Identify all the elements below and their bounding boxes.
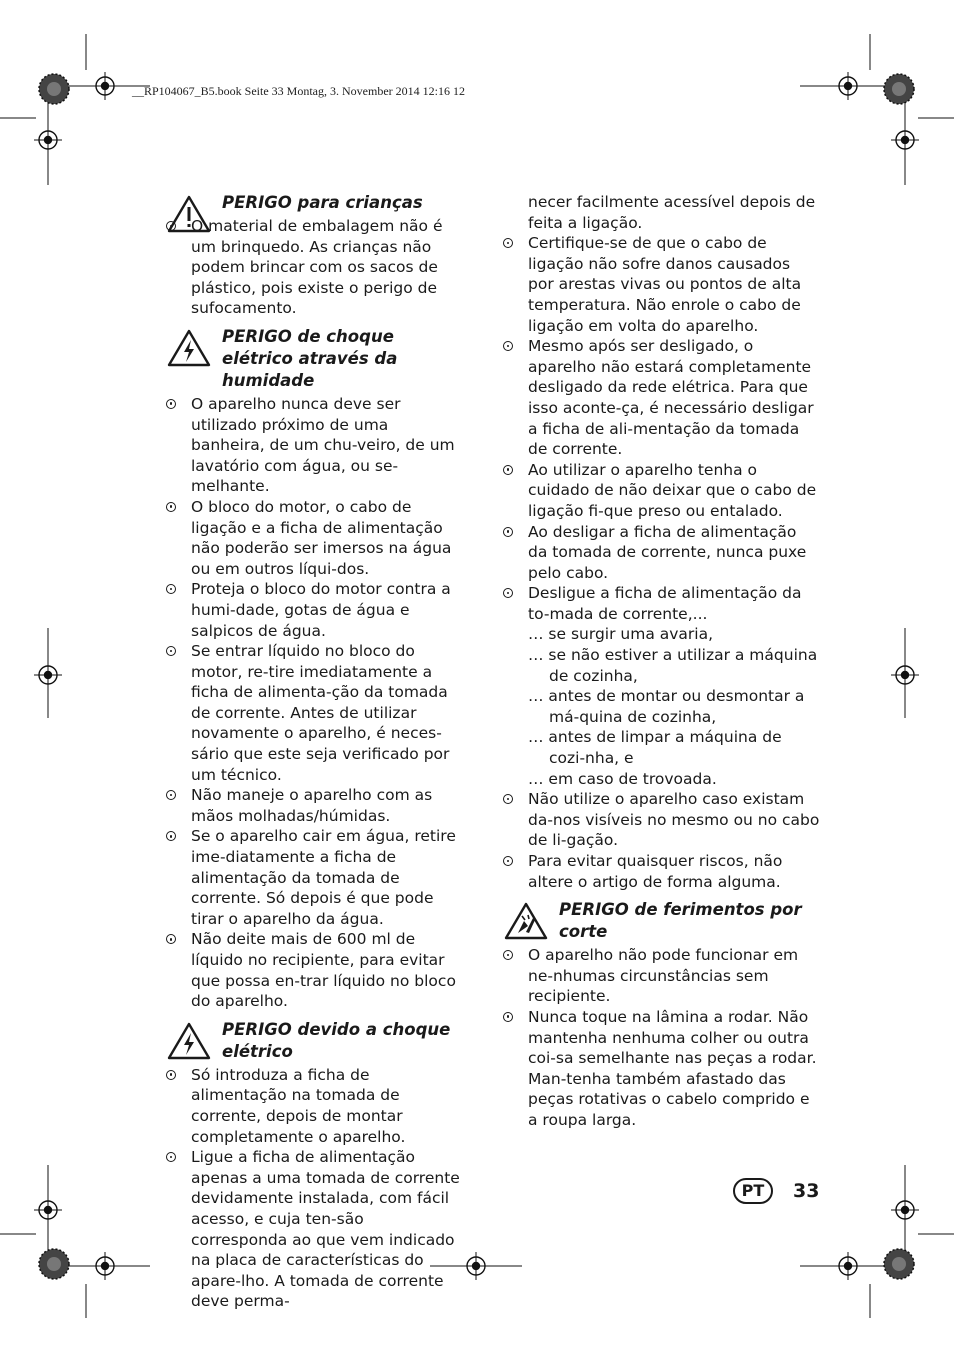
list-item: Proteja o bloco do motor contra a humi-dade, gotas de água e salpicos de água.	[163, 579, 463, 641]
sub-list-item: … antes de montar ou desmontar a má-quina de cozinha,	[528, 687, 805, 726]
circle-dot-bullet-icon	[503, 238, 513, 248]
sub-list-item: … se não estiver a utilizar a máquina de cozinha,	[528, 646, 818, 685]
list-item: Só introduza a ficha de alimentação na tomada de corrente, depois de montar completamente o aparelho.	[163, 1065, 463, 1147]
list-item: O material de embalagem não é um brinquedo. As crianças não podem brincar com os sacos de plástico, pois existe o perigo de sufocamento.	[163, 216, 463, 319]
circle-dot-bullet-icon	[166, 221, 176, 231]
sub-list-item: … antes de limpar a máquina de cozi-nha, e	[528, 728, 782, 768]
list-item: Não maneje o aparelho com as mãos molhadas/húmidas.	[163, 785, 463, 826]
list-item: O aparelho nunca deve ser utilizado próximo de uma banheira, de um chu-veiro, de um lavatório com água, ou se-melhante.	[163, 394, 463, 497]
section-title-children: PERIGO para crianças	[163, 192, 463, 214]
circle-dot-bullet-icon	[503, 794, 513, 804]
circle-dot-bullet-icon	[166, 831, 176, 841]
language-badge: PT	[733, 1178, 773, 1204]
section-title-cut-injury: PERIGO de ferimentos por corte	[500, 899, 820, 943]
circle-dot-bullet-icon	[166, 646, 176, 656]
list-item: Ao desligar a ficha de alimentação da tomada de corrente, nunca puxe pelo cabo.	[500, 522, 820, 584]
list-item: Mesmo após ser desligado, o aparelho não estará completamente desligado da rede elétrica. Para que isso aconte-ça, é necessário desligar a ficha de ali-mentação da tomada de corrente.	[500, 336, 820, 460]
section-title-electric-shock: PERIGO devido a choque elétrico	[163, 1019, 463, 1063]
continuation-text: necer facilmente acessível depois de feita a ligação.	[528, 193, 816, 232]
list-item: Ligue a ficha de alimentação apenas a uma tomada de corrente devidamente instalada, com fácil acesso, e cuja ten-são corresponda ao que vem indicado na placa de características do apare-lho. A tomada de corrente deve perma-	[163, 1147, 463, 1312]
list-item: Desligue a ficha de alimentação da to-mada de corrente,...	[500, 583, 820, 624]
circle-dot-bullet-icon	[166, 1152, 176, 1162]
circle-dot-bullet-icon	[166, 934, 176, 944]
list-item: Se o aparelho cair em água, retire ime-diatamente a ficha de alimentação da tomada de corrente. Só depois é que pode tirar o aparelho da água.	[163, 826, 463, 929]
file-info-line: __RP104067_B5.book Seite 33 Montag, 3. November 2014 12:16 12	[132, 84, 465, 98]
warning-cut-icon	[504, 902, 548, 940]
circle-dot-bullet-icon	[503, 527, 513, 537]
list-item: O bloco do motor, o cabo de ligação e a ficha de alimentação não poderão ser imersos na água ou em outros líqui-dos.	[163, 497, 463, 579]
circle-dot-bullet-icon	[503, 856, 513, 866]
list-item: Não deite mais de 600 ml de líquido no recipiente, para evitar que possa en-trar líquido no bloco do aparelho.	[163, 929, 463, 1011]
list-item: Nunca toque na lâmina a rodar. Não mantenha nenhuma colher ou outra coi-sa semelhante nas peças a rodar. Man-tenha também afastado das peças rotativas o cabelo comprido e a roupa larga.	[500, 1007, 820, 1131]
circle-dot-bullet-icon	[166, 1070, 176, 1080]
circle-dot-bullet-icon	[166, 790, 176, 800]
list-item: Para evitar quaisquer riscos, não altere o artigo de forma alguma.	[500, 851, 820, 892]
circle-dot-bullet-icon	[166, 399, 176, 409]
page-number: 33	[793, 1180, 820, 1202]
section-title-moisture: PERIGO de choque elétrico através da humidade	[163, 326, 463, 392]
circle-dot-bullet-icon	[503, 1012, 513, 1022]
list-item: Se entrar líquido no bloco do motor, re-tire imediatamente a ficha de alimenta-ção da tomada de corrente. Antes de utilizar novamente o aparelho, é neces-sário que este seja verificado por um técnico.	[163, 641, 463, 785]
warning-electric-icon	[167, 1022, 211, 1060]
right-column	[500, 192, 820, 1131]
list-item: Não utilize o aparelho caso existam da-nos visíveis no mesmo ou no cabo de li-gação.	[500, 789, 820, 851]
sub-list-item: … em caso de trovoada.	[528, 769, 717, 788]
list-item: O aparelho não pode funcionar em ne-nhumas circunstâncias sem recipiente.	[500, 945, 820, 1007]
list-item: Certifique-se de que o cabo de ligação não sofre danos causados por arestas vivas ou pontos de alta temperatura. Não enrole o cabo de ligação em volta do aparelho.	[500, 233, 820, 336]
list-item: Ao utilizar o aparelho tenha o cuidado de não deixar que o cabo de ligação fi-que preso ou entalado.	[500, 460, 820, 522]
circle-dot-bullet-icon	[166, 502, 176, 512]
circle-dot-bullet-icon	[503, 950, 513, 960]
sub-list-item: … se surgir uma avaria,	[528, 625, 714, 644]
circle-dot-bullet-icon	[166, 584, 176, 594]
circle-dot-bullet-icon	[503, 588, 513, 598]
circle-dot-bullet-icon	[503, 465, 513, 475]
warning-electric-icon	[167, 329, 211, 367]
left-column	[163, 192, 463, 1312]
circle-dot-bullet-icon	[503, 341, 513, 351]
